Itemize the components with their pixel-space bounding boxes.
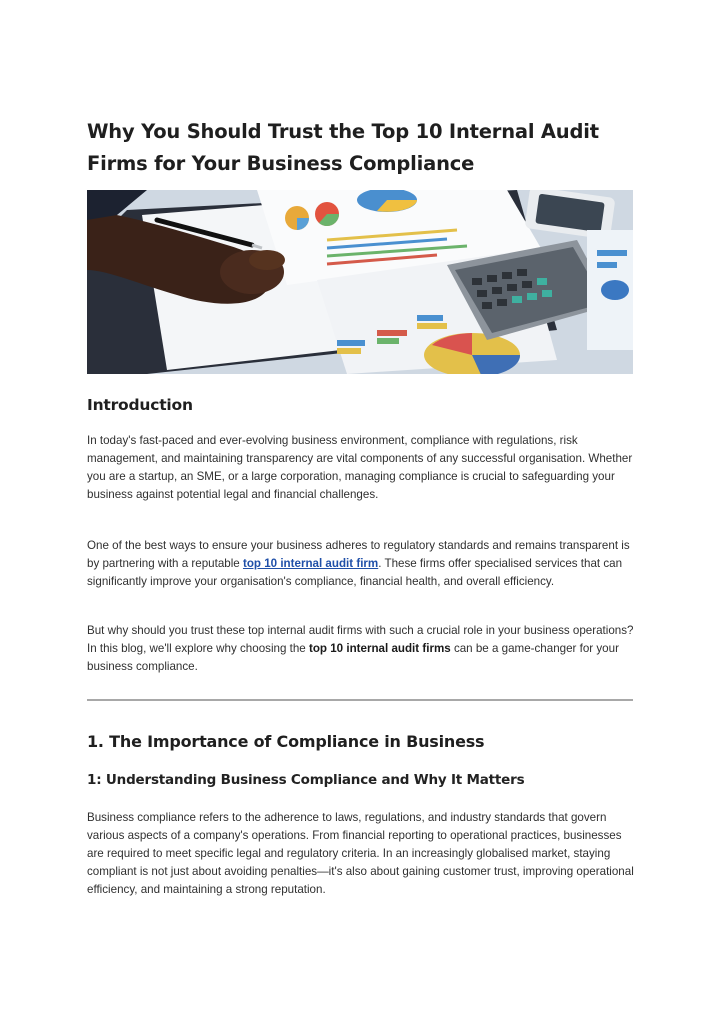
intro-paragraph-3-text-b: can be a game-changer for your business compliance. bbox=[87, 642, 619, 673]
hero-illustration bbox=[87, 190, 633, 374]
section-divider bbox=[87, 699, 633, 701]
section-1-subheading: 1: Understanding Business Compliance and Why It Matters bbox=[87, 772, 525, 788]
section-1-paragraph-1: Business compliance refers to the adherence to laws, regulations, and industry standards that govern various aspects of a company's operations. From financial reporting to operational practices, businesses are required to meet specific legal and regulatory criteria. In an increasingly globalised market, staying compliant is not just about avoiding penalties—it's also about gaining customer trust, improving operational efficiency, and maintaining a strong reputation. bbox=[87, 811, 634, 896]
top-10-internal-audit-firm-link[interactable]: top 10 internal audit firm bbox=[242, 557, 379, 570]
intro-paragraph-2 bbox=[87, 537, 635, 591]
intro-paragraph-3-bold: top 10 internal audit firms bbox=[308, 642, 451, 655]
intro-paragraph-3 bbox=[87, 622, 635, 676]
document-title: Why You Should Trust the Top 10 Internal Audit Firms for Your Business Compliance bbox=[87, 120, 599, 175]
introduction-heading: Introduction bbox=[87, 396, 193, 414]
section-1-heading: 1. The Importance of Compliance in Business bbox=[87, 732, 485, 751]
intro-paragraph-2-text-b: . These firms offer specialised services that can significantly improve your organisation's compliance, financial health, and overall efficiency. bbox=[87, 557, 623, 588]
intro-paragraph-1: In today's fast-paced and ever-evolving business environment, compliance with regulations, risk management, and maintaining transparency are vital components of any successful organisation. Whether you are a startup, an SME, or a large corporation, managing compliance is crucial to safeguarding your business against potential legal and financial challenges. bbox=[87, 434, 633, 501]
intro-paragraph-2-text-a: One of the best ways to ensure your business adheres to regulatory standards and remains transparent is by partnering with a reputable bbox=[87, 539, 630, 570]
hero-image bbox=[87, 190, 633, 374]
intro-paragraph-3-text-a: But why should you trust these top internal audit firms with such a crucial role in your business operations? In this blog, we'll explore why choosing the bbox=[87, 624, 634, 655]
